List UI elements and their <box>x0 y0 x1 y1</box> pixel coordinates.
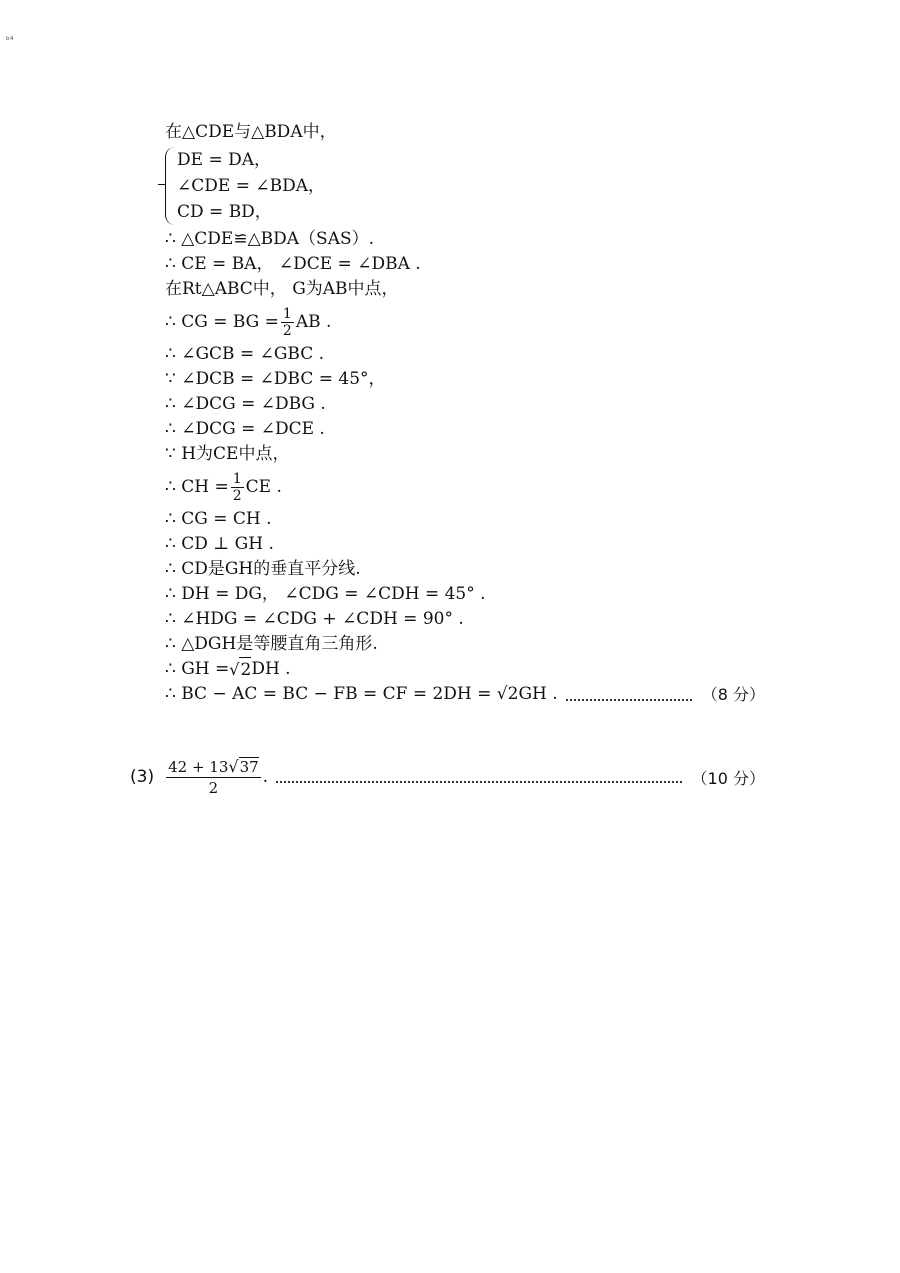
line-cg-bg-post: AB . <box>295 311 332 332</box>
score-10: （10 分） <box>691 768 765 788</box>
fraction-denominator: 2 <box>232 487 242 504</box>
fraction-denominator: 2 <box>282 322 292 339</box>
condition-angle-cde-bda: ∠CDE = ∠BDA， <box>177 175 325 196</box>
line-dh-dg: ∴ DH = DG， ∠CDG = ∠CDH = 45° . <box>165 584 486 604</box>
line-ch-post: CE . <box>245 476 282 497</box>
fraction-half <box>281 306 294 339</box>
condition-cd-bd: CD = BD， <box>177 201 272 222</box>
radicand: 2 <box>239 657 251 683</box>
fraction-numerator: 1 <box>232 470 242 487</box>
condition-de-da: DE = DA， <box>177 149 271 170</box>
line-perpendicular-bisector: ∴ CD是GH的垂直平分线. <box>165 559 361 579</box>
line-cg-ch: ∴ CG = CH . <box>165 509 272 529</box>
line-gh-sqrt2-dh <box>165 657 765 682</box>
line-dcg-dce: ∴ ∠DCG = ∠DCE . <box>165 419 325 439</box>
line-cd-perp-gh: ∴ CD ⊥ GH . <box>165 534 274 554</box>
fraction-numerator: 1 <box>282 305 292 322</box>
answer-denominator: 2 <box>208 778 219 797</box>
line-dcb-dbc: ∵ ∠DCB = ∠DBC = 45°， <box>165 369 386 389</box>
radical-sign: √ <box>229 660 240 679</box>
radical-sign: √ <box>228 756 239 776</box>
line-cg-bg <box>165 302 765 342</box>
left-brace <box>165 147 175 225</box>
answer-numerator-pre: 42 + 13 <box>168 757 229 776</box>
answer-tail: . <box>262 767 269 787</box>
line-dcg-dbg: ∴ ∠DCG = ∠DBG . <box>165 394 326 414</box>
line-triangles-intro: 在△CDE与△BDA中， <box>165 122 337 142</box>
dot-leader <box>566 689 692 701</box>
line-gh-pre: ∴ GH = <box>165 659 230 679</box>
line-gh-post: DH . <box>251 659 291 679</box>
line-isosceles-right: ∴ △DGH是等腰直角三角形. <box>165 634 378 654</box>
conclusion-text: ∴ BC − AC = BC − FB = CF = 2DH = √2GH . <box>165 684 558 704</box>
answer-fraction <box>166 757 261 798</box>
conditions-brace <box>165 147 765 225</box>
answer-numerator <box>166 757 261 778</box>
line-rt-abc: 在Rt△ABC中， G为AB中点， <box>165 279 399 299</box>
corner-mark: ᵇ⁴ <box>6 36 14 46</box>
dot-leader <box>276 771 681 783</box>
line-bc-ac-conclusion <box>165 682 765 707</box>
line-h-midpoint: ∵ H为CE中点， <box>165 444 290 464</box>
solution-text <box>165 120 765 707</box>
line-ce-ba: ∴ CE = BA， ∠DCE = ∠DBA . <box>165 254 421 274</box>
fraction-half <box>231 471 244 504</box>
line-gcb-gbc: ∴ ∠GCB = ∠GBC . <box>165 344 325 364</box>
part-3-answer <box>130 752 765 802</box>
score-8: （8 分） <box>701 685 765 704</box>
line-cg-bg-pre: ∴ CG = BG = <box>165 311 279 332</box>
part-3-label: (3) <box>130 767 155 787</box>
line-congruent: ∴ △CDE≌△BDA（SAS）. <box>165 229 375 249</box>
line-ch <box>165 467 765 507</box>
line-ch-pre: ∴ CH = <box>165 476 229 497</box>
line-hdg-90: ∴ ∠HDG = ∠CDG + ∠CDH = 90° . <box>165 609 464 629</box>
radicand: 37 <box>239 757 259 776</box>
